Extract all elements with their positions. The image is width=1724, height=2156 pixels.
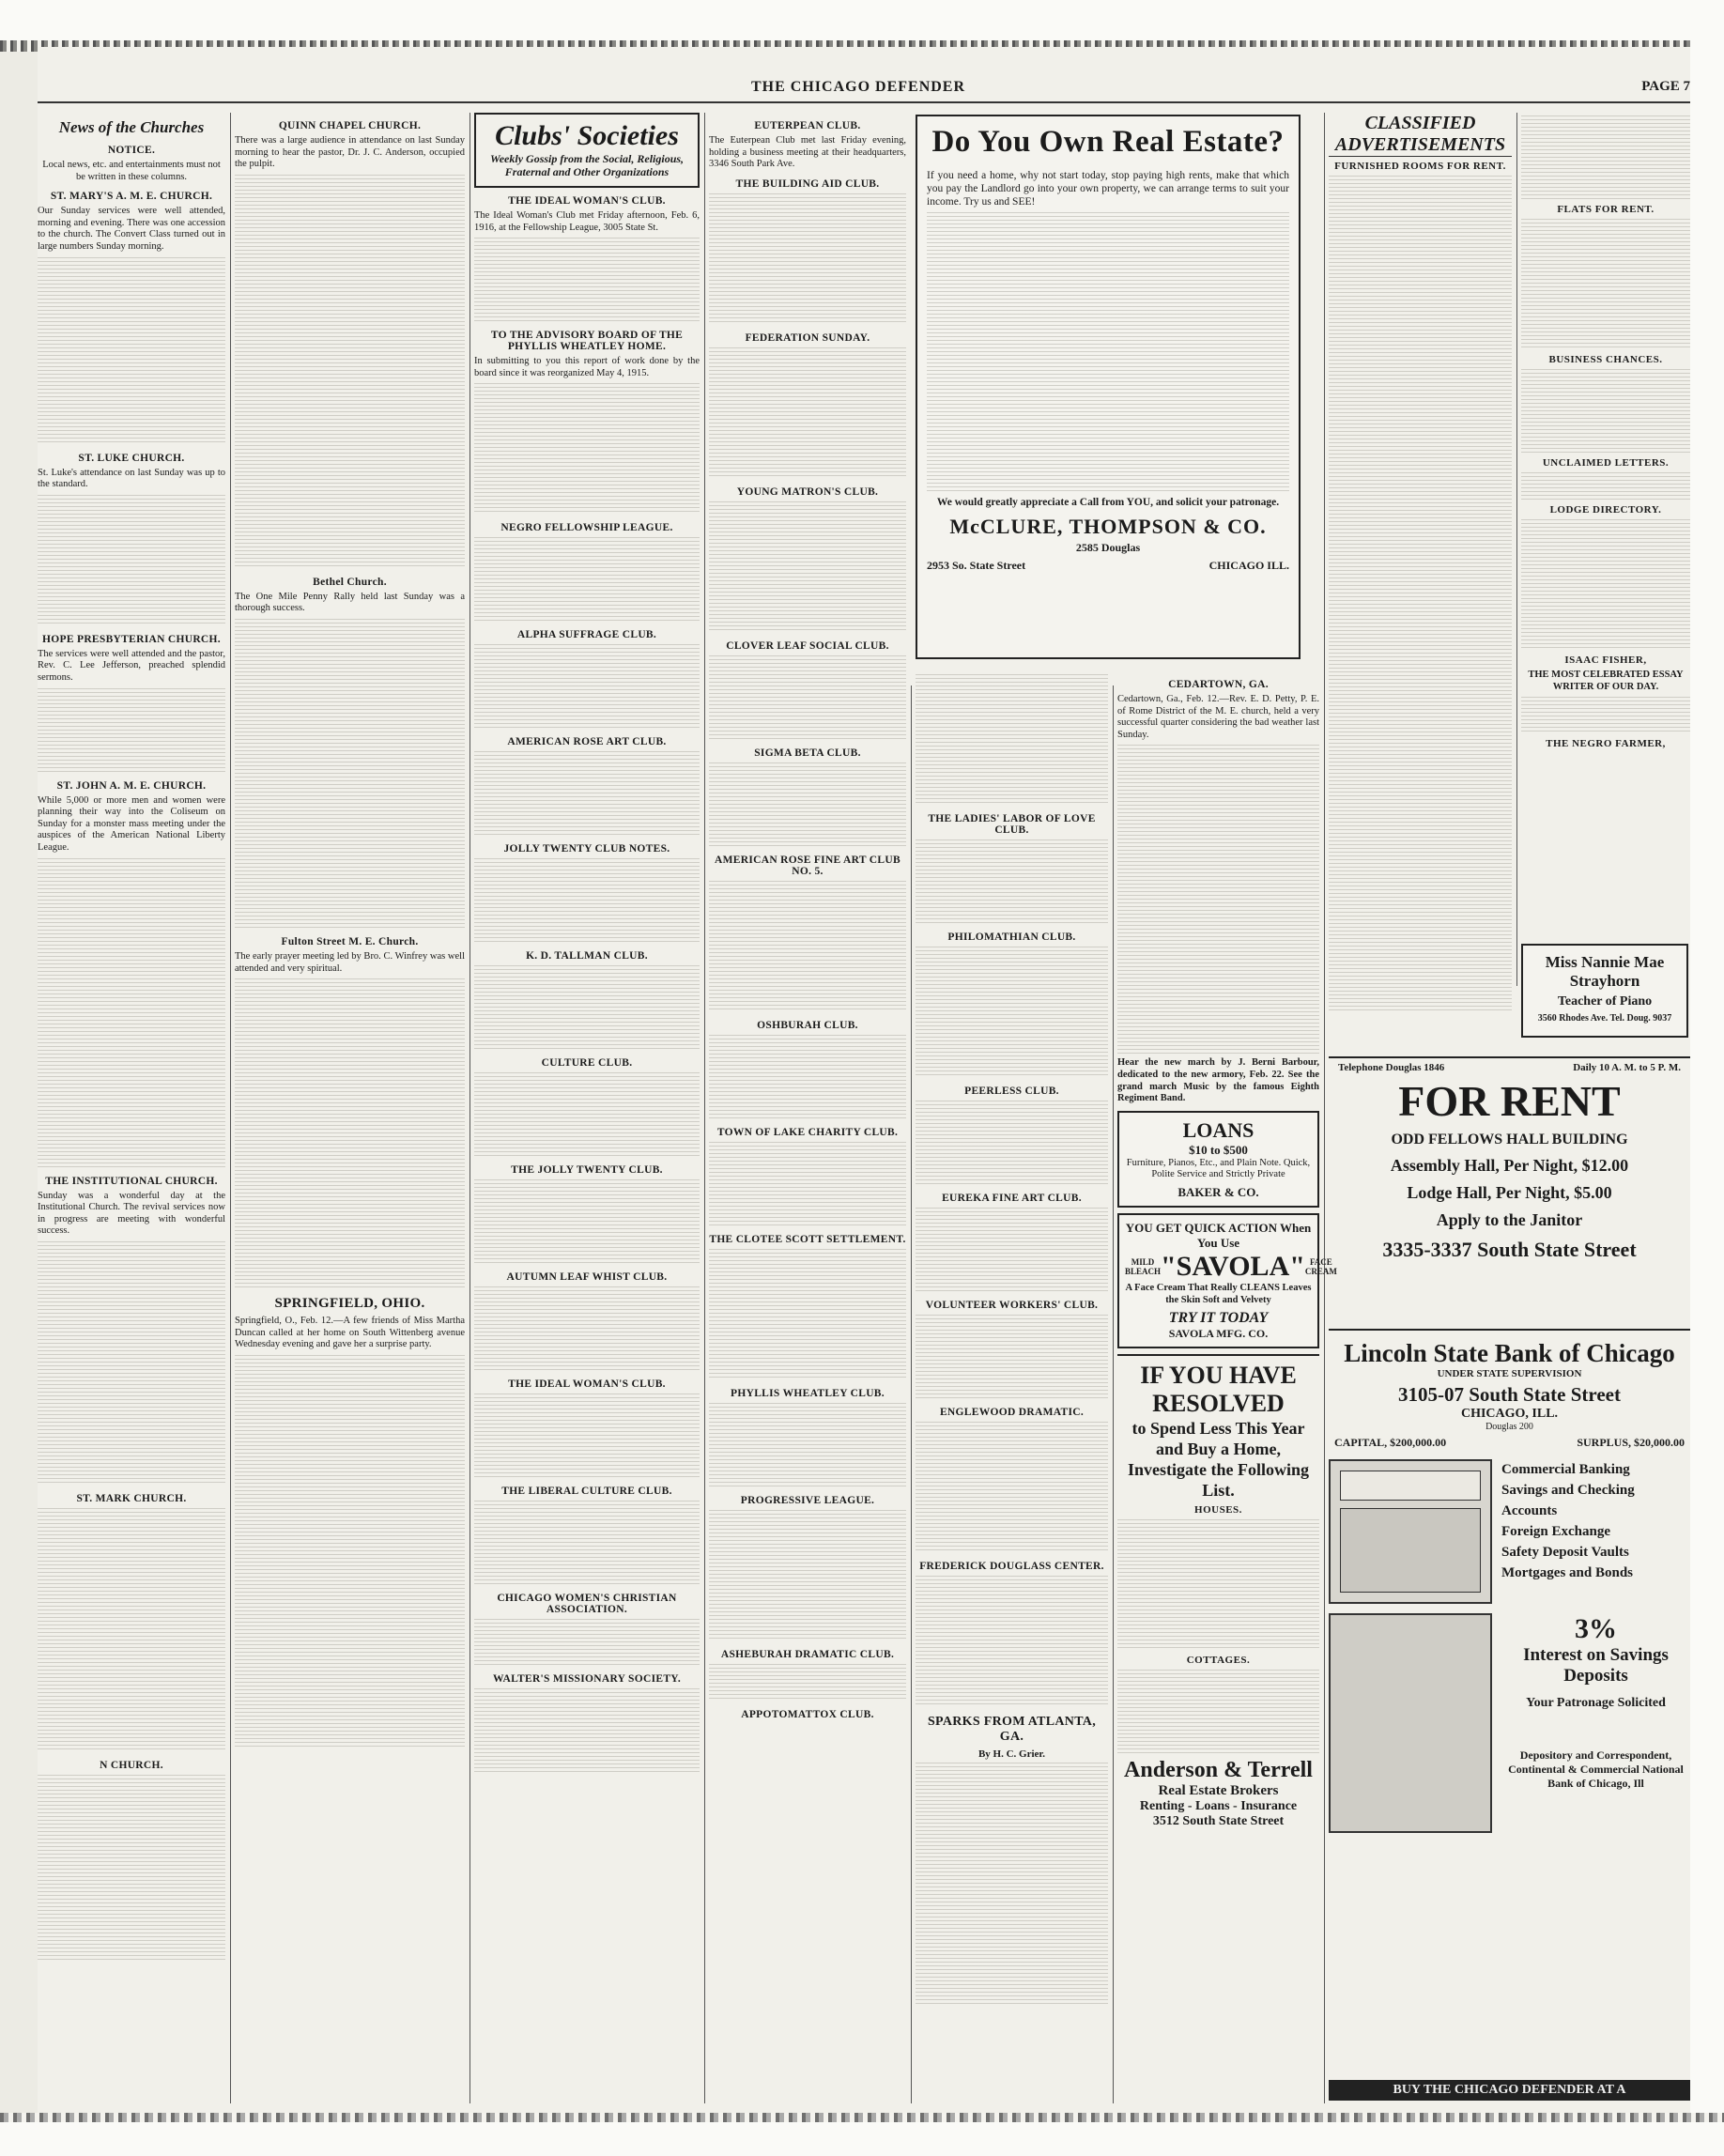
article-text-body bbox=[709, 501, 906, 633]
article-text: The Euterpean Club met last Friday evening, holding a business meeting at their headquarters, 3346 South Park Ave. bbox=[709, 135, 906, 170]
article-text-body bbox=[709, 762, 906, 847]
article-heading: OSHBURAH CLUB. bbox=[757, 1019, 858, 1031]
article-heading: ST. JOHN A. M. E. CHURCH. bbox=[56, 779, 207, 792]
article-text-body bbox=[709, 1142, 906, 1226]
for-rent-phone: Telephone Douglas 1846 bbox=[1338, 1062, 1445, 1073]
home-bank-icon bbox=[1329, 1613, 1492, 1833]
article-heading: ALPHA SUFFRAGE CLUB. bbox=[516, 629, 657, 641]
article-text-body bbox=[474, 537, 700, 622]
article-heading: Fulton Street M. E. Church. bbox=[281, 935, 419, 947]
article-heading: ST. MARK CHURCH. bbox=[76, 1492, 187, 1504]
column-rule bbox=[230, 113, 231, 2103]
bank-service: Mortgages and Bonds bbox=[1501, 1565, 1634, 1580]
bank-services bbox=[1501, 1459, 1690, 1583]
article-text-body bbox=[709, 1249, 906, 1380]
ad-closing: We would greatly appreciate a Call from YOU, and solicit your patronage. bbox=[936, 497, 1280, 508]
bank-rate: 3% bbox=[1575, 1613, 1617, 1644]
bank-interest bbox=[1501, 1613, 1690, 1833]
ad-address: 2953 So. State Street bbox=[927, 558, 1026, 572]
classified-subheading: THE NEGRO FARMER, bbox=[1546, 738, 1666, 750]
article-text-body bbox=[916, 947, 1108, 1078]
cottages-list bbox=[1117, 1670, 1319, 1754]
article-heading: PEERLESS CLUB. bbox=[964, 1086, 1059, 1097]
article-text: Our Sunday services were well attended, morning and evening. There was one accession to the church. The Convert Class turned out in large numbers Sunday morning. bbox=[38, 206, 225, 252]
article-heading: HOPE PRESBYTERIAN CHURCH. bbox=[42, 633, 221, 645]
classified-subheading: FURNISHED ROOMS FOR RENT. bbox=[1334, 161, 1506, 172]
article-heading: THE IDEAL WOMAN'S CLUB. bbox=[508, 195, 666, 207]
article-text-body bbox=[235, 1355, 465, 1749]
resolved-title: IF YOU HAVE RESOLVED bbox=[1140, 1362, 1297, 1418]
classified-listings bbox=[1521, 697, 1690, 734]
article-heading: N CHURCH. bbox=[100, 1759, 163, 1771]
clubs-societies-banner bbox=[474, 113, 700, 188]
article-text-body bbox=[709, 1403, 906, 1487]
article-text-body bbox=[916, 674, 1108, 806]
article-text: In submitting to you this report of work done by the board since it was reorganized May 4, 1915. bbox=[474, 356, 700, 378]
article-heading: TO THE ADVISORY BOARD OF THE PHYLLIS WHEATLEY HOME. bbox=[490, 330, 684, 353]
article-text: While 5,000 or more men and women were planning their way into the Coliseum on Sunday for a monster mass meeting under the auspices of the American National Liberty League. bbox=[38, 794, 225, 853]
article-text-body bbox=[916, 1315, 1108, 1399]
article-heading: ST. LUKE CHURCH. bbox=[78, 452, 185, 464]
article-text-body bbox=[474, 238, 700, 322]
article-text-body bbox=[916, 1101, 1108, 1185]
article-text-body bbox=[38, 1241, 225, 1486]
bank-service: Savings and Checking Accounts bbox=[1501, 1483, 1635, 1518]
article-text-body bbox=[235, 175, 465, 569]
article-heading: PROGRESSIVE LEAGUE. bbox=[740, 1494, 875, 1506]
article-text-body bbox=[474, 965, 700, 1050]
article-text-body bbox=[38, 257, 225, 445]
classified-subheading: ISAAC FISHER, bbox=[1564, 654, 1647, 666]
classified-subheading: UNCLAIMED LETTERS. bbox=[1542, 457, 1670, 469]
torn-top-edge bbox=[0, 0, 1724, 52]
article-text-body bbox=[709, 347, 906, 479]
savola-ad bbox=[1117, 1213, 1337, 1348]
column-rule bbox=[704, 113, 705, 2103]
article-text-body bbox=[38, 688, 225, 773]
march-notice: Hear the new march by J. Berni Barbour, dedicated to the new armory, Feb. 22. See the grand march Music by the famous Eighth Regiment Band. bbox=[1117, 1057, 1319, 1104]
classified-listings bbox=[1521, 369, 1690, 454]
article-text-body bbox=[474, 1501, 700, 1585]
savola-row bbox=[1125, 1250, 1337, 1283]
bank-surplus: SURPLUS, $20,000.00 bbox=[1577, 1436, 1685, 1449]
clubs-column bbox=[474, 113, 700, 2103]
article-text-body bbox=[474, 1072, 700, 1157]
resolved-ad bbox=[1117, 1354, 1319, 1829]
article-text-body bbox=[709, 881, 906, 1012]
for-rent-ad bbox=[1329, 1056, 1690, 1321]
bank-capital-row bbox=[1329, 1432, 1690, 1454]
article-text: St. Luke's attendance on last Sunday was up to the standard. bbox=[38, 467, 225, 490]
article-text-body bbox=[474, 751, 700, 836]
savola-body: A Face Cream That Really CLEANS Leaves the Skin Soft and Velvety bbox=[1125, 1282, 1312, 1305]
article-text: The Ideal Woman's Club met Friday afternoon, Feb. 6, 1916, at the Fellowship League, 3005 State St. bbox=[474, 210, 700, 233]
classified-subheading: LODGE DIRECTORY. bbox=[1549, 504, 1662, 516]
clubs-subtitle: Weekly Gossip from the Social, Religious, Fraternal and Other Organizations bbox=[489, 152, 685, 178]
article-heading: THE LIBERAL CULTURE CLUB. bbox=[501, 1486, 672, 1498]
article-heading: Bethel Church. bbox=[313, 576, 387, 588]
for-rent-lodge: Lodge Hall, Per Night, $5.00 bbox=[1407, 1183, 1612, 1202]
article-text: There was a large audience in attendance on last Sunday morning to hear the pastor, Dr. J. C. Anderson, occupied the pulpit. bbox=[235, 135, 465, 170]
savola-name: "SAVOLA" bbox=[1161, 1250, 1305, 1282]
loans-company: BAKER & CO. bbox=[1178, 1184, 1259, 1199]
article-text-body bbox=[38, 1508, 225, 1752]
column-rule bbox=[911, 685, 912, 2103]
column-rule bbox=[1113, 685, 1114, 2103]
masthead bbox=[38, 75, 1690, 103]
ad-body-text bbox=[927, 212, 1289, 494]
teacher-title: Teacher of Piano bbox=[1557, 994, 1653, 1009]
article-heading: TOWN OF LAKE CHARITY CLUB. bbox=[716, 1126, 899, 1138]
loans-range: $10 to $500 bbox=[1189, 1142, 1248, 1157]
article-text-body bbox=[916, 1763, 1108, 2007]
houses-list bbox=[1117, 1519, 1319, 1651]
clubs-title: Clubs' Societies bbox=[495, 120, 679, 151]
coin-bank-icon bbox=[1329, 1459, 1492, 1604]
teacher-address: 3560 Rhodes Ave. Tel. Doug. 9037 bbox=[1537, 1013, 1672, 1024]
article-heading: THE INSTITUTIONAL CHURCH. bbox=[45, 1175, 218, 1187]
for-rent-assembly: Assembly Hall, Per Night, $12.00 bbox=[1390, 1156, 1629, 1175]
ad-company: McCLURE, THOMPSON & CO. bbox=[949, 514, 1267, 538]
article-heading: ENGLEWOOD DRAMATIC. bbox=[939, 1407, 1085, 1418]
article-text: The services were well attended and the pastor, Rev. C. Lee Jefferson, preached splendid sermons. bbox=[38, 648, 225, 683]
savola-headline: YOU GET QUICK ACTION When You Use bbox=[1125, 1220, 1312, 1250]
for-rent-title: FOR RENT bbox=[1398, 1077, 1621, 1125]
classified-listings bbox=[1521, 472, 1690, 500]
real-estate-ad bbox=[916, 115, 1301, 659]
article-text-body bbox=[916, 839, 1108, 924]
article-text-body bbox=[474, 644, 700, 729]
piano-teacher-ad bbox=[1521, 944, 1688, 1038]
article-text: Springfield, O., Feb. 12.—A few friends of Miss Martha Duncan called at her home on South Wittenberg avenue Wednesday evening and gave her a surprise party. bbox=[235, 1316, 465, 1350]
bank-depository: Depository and Correspondent, Continental & Commercial National Bank of Chicago, Ill bbox=[1508, 1748, 1684, 1790]
article-text-body bbox=[709, 1035, 906, 1119]
article-text-body bbox=[916, 1422, 1108, 1553]
classified-subheading: BUSINESS CHANCES. bbox=[1548, 354, 1663, 365]
for-rent-hours: Daily 10 A. M. to 5 P. M. bbox=[1573, 1062, 1681, 1073]
article-heading: THE LADIES' LABOR OF LOVE CLUB. bbox=[928, 813, 1096, 836]
article-text-body bbox=[474, 1394, 700, 1478]
for-rent-apply: Apply to the Janitor bbox=[1436, 1210, 1583, 1229]
article-text-body bbox=[709, 193, 906, 325]
article-heading: VOLUNTEER WORKERS' CLUB. bbox=[925, 1300, 1099, 1311]
ad-phone: 2585 Douglas bbox=[1075, 540, 1141, 554]
anderson-address: 3512 South State Street bbox=[1152, 1814, 1285, 1829]
classified-text: THE MOST CELEBRATED ESSAY WRITER OF OUR DAY. bbox=[1528, 670, 1684, 692]
savola-company: SAVOLA MFG. CO. bbox=[1168, 1327, 1269, 1341]
page-number: PAGE 7 bbox=[1641, 79, 1690, 94]
article-heading: CEDARTOWN, GA. bbox=[1168, 679, 1269, 690]
article-heading: THE JOLLY TWENTY CLUB. bbox=[511, 1164, 663, 1177]
article-text-body bbox=[709, 1510, 906, 1641]
article-heading: ASHEBURAH DRAMATIC CLUB. bbox=[720, 1648, 895, 1660]
savola-try: TRY IT TODAY bbox=[1168, 1310, 1269, 1327]
article-text-body bbox=[709, 655, 906, 740]
savola-left: MILD BLEACH bbox=[1125, 1256, 1162, 1276]
article-text-body bbox=[916, 1576, 1108, 1707]
article-text-body bbox=[38, 1775, 225, 1963]
article-text-body bbox=[474, 1179, 700, 1264]
bank-service: Commercial Banking bbox=[1501, 1462, 1630, 1477]
article-text: The One Mile Penny Rally held last Sunday was a thorough success. bbox=[235, 591, 465, 614]
article-heading: THE IDEAL WOMAN'S CLUB. bbox=[508, 1378, 666, 1391]
notice-text: Local news, etc. and entertainments must not be written in these columns. bbox=[42, 160, 221, 182]
article-heading: SPRINGFIELD, OHIO. bbox=[274, 1296, 425, 1312]
article-heading: EUTERPEAN CLUB. bbox=[754, 120, 861, 131]
article-text: Cedartown, Ga., Feb. 12.—Rev. E. D. Petty, P. E. of Rome District of the M. E. church, held a very successful quarter considering the bad weather last Sunday. bbox=[1117, 694, 1319, 740]
article-heading: FEDERATION SUNDAY. bbox=[745, 331, 870, 344]
article-heading: K. D. TALLMAN CLUB. bbox=[526, 950, 648, 962]
houses-heading: HOUSES. bbox=[1194, 1504, 1242, 1517]
for-rent-info-row bbox=[1329, 1058, 1690, 1077]
loans-title: LOANS bbox=[1182, 1117, 1255, 1142]
bank-capital: CAPITAL, $200,000.00 bbox=[1334, 1436, 1447, 1449]
footer-banner: BUY THE CHICAGO DEFENDER AT A bbox=[1329, 2080, 1690, 2101]
notice-heading: NOTICE. bbox=[107, 145, 156, 156]
article-text-body bbox=[38, 858, 225, 1168]
classified-column-2 bbox=[1521, 113, 1690, 939]
article-text-body bbox=[235, 619, 465, 929]
article-heading: YOUNG MATRON'S CLUB. bbox=[736, 485, 879, 498]
article-text-body bbox=[474, 1286, 700, 1371]
loans-ad bbox=[1117, 1111, 1319, 1208]
article-text-body bbox=[474, 1688, 700, 1773]
article-heading: APPOTOMATTOX CLUB. bbox=[741, 1708, 874, 1720]
classified-subheading: FLATS FOR RENT. bbox=[1557, 204, 1655, 215]
article-heading: PHILOMATHIAN CLUB. bbox=[947, 932, 1076, 943]
bank-ad bbox=[1329, 1329, 1690, 2105]
article-heading: WALTER'S MISSIONARY SOCIETY. bbox=[492, 1673, 682, 1686]
newspaper-title: THE CHICAGO DEFENDER bbox=[751, 79, 966, 95]
loans-body: Furniture, Pianos, Etc., and Plain Note. Quick, Polite Service and Strictly Private bbox=[1126, 1157, 1311, 1180]
column-rule bbox=[1324, 113, 1325, 2103]
column-rule bbox=[469, 113, 470, 2103]
ad-body: If you need a home, why not start today, stop paying high rents, make that which you pay the Landlord go into your own property, we can arrange terms to suit your income. Try us and SEE! bbox=[927, 170, 1289, 208]
article-heading: AMERICAN ROSE FINE ART CLUB NO. 5. bbox=[715, 854, 900, 877]
article-text-body bbox=[916, 1208, 1108, 1292]
clubs-column-3 bbox=[916, 671, 1108, 2103]
article-text-body bbox=[235, 978, 465, 1288]
classified-listings bbox=[1521, 219, 1690, 350]
article-heading: THE CLOTEE SCOTT SETTLEMENT. bbox=[709, 1233, 906, 1245]
bank-body bbox=[1329, 1459, 1690, 1604]
cottages-heading: COTTAGES. bbox=[1186, 1655, 1251, 1667]
bank-service: Safety Deposit Vaults bbox=[1501, 1545, 1629, 1560]
article-text-body bbox=[1117, 745, 1319, 1055]
article-heading: AUTUMN LEAF WHIST CLUB. bbox=[506, 1271, 668, 1284]
resolved-body: to Spend Less This Year and Buy a Home, Investigate the Following List. bbox=[1128, 1419, 1309, 1501]
teacher-name: Miss Nannie Mae Strayhorn bbox=[1545, 953, 1665, 990]
article-text-body bbox=[474, 858, 700, 943]
classified-listings bbox=[1329, 176, 1512, 1011]
bank-patronage: Your Patronage Solicited bbox=[1526, 1696, 1666, 1710]
article-text-body bbox=[709, 1664, 906, 1702]
bank-name: Lincoln State Bank of Chicago bbox=[1344, 1339, 1675, 1367]
article-heading: JOLLY TWENTY CLUB NOTES. bbox=[503, 843, 670, 855]
bank-service: Foreign Exchange bbox=[1501, 1524, 1610, 1539]
bank-phone: Douglas 200 bbox=[1485, 1422, 1533, 1432]
for-rent-address: 3335-3337 South State Street bbox=[1382, 1238, 1637, 1261]
news-and-ads-column bbox=[1117, 671, 1337, 2103]
bank-interest-text: Interest on Savings Deposits bbox=[1523, 1645, 1669, 1686]
section-title: News of the Churches bbox=[58, 118, 205, 136]
classified-listings bbox=[1521, 519, 1690, 651]
torn-bottom-edge bbox=[0, 2113, 1724, 2156]
byline: By H. C. Grier. bbox=[977, 1748, 1046, 1760]
ad-address-row bbox=[927, 559, 1289, 573]
clubs-column-2 bbox=[709, 113, 906, 2103]
article-heading: EUREKA FINE ART CLUB. bbox=[942, 1193, 1082, 1204]
savola-right: FACE CREAM bbox=[1304, 1256, 1337, 1276]
church-news-column-2 bbox=[235, 113, 465, 2103]
article-heading: SPARKS FROM ATLANTA, GA. bbox=[927, 1715, 1097, 1744]
article-heading: ST. MARY'S A. M. E. CHURCH. bbox=[50, 191, 213, 203]
column-rule bbox=[1516, 113, 1517, 986]
anderson-name: Anderson & Terrell bbox=[1124, 1758, 1313, 1783]
ad-headline: Do You Own Real Estate? bbox=[931, 125, 1285, 159]
article-heading: AMERICAN ROSE ART CLUB. bbox=[507, 736, 667, 748]
classified-listings bbox=[1521, 116, 1690, 200]
bank-city: CHICAGO, ILL. bbox=[1460, 1407, 1559, 1421]
church-news-column bbox=[38, 113, 225, 2103]
article-heading: CHICAGO WOMEN'S CHRISTIAN ASSOCIATION. bbox=[497, 1593, 677, 1616]
article-heading: NEGRO FELLOWSHIP LEAGUE. bbox=[500, 522, 673, 534]
article-heading: CLOVER LEAF SOCIAL CLUB. bbox=[726, 639, 889, 652]
article-heading: FREDERICK DOUGLASS CENTER. bbox=[919, 1561, 1104, 1572]
ad-city: CHICAGO ILL. bbox=[1208, 558, 1289, 572]
newspaper-page bbox=[38, 47, 1690, 2113]
classified-title: CLASSIFIED ADVERTISEMENTS bbox=[1329, 113, 1512, 157]
article-heading: QUINN CHAPEL CHURCH. bbox=[278, 120, 422, 131]
article-heading: SIGMA BETA CLUB. bbox=[754, 747, 861, 759]
bank-address: 3105-07 South State Street bbox=[1397, 1383, 1621, 1406]
article-heading: PHYLLIS WHEATLEY CLUB. bbox=[731, 1387, 885, 1399]
article-text: The early prayer meeting led by Bro. C. Winfrey was well attended and very spiritual. bbox=[235, 950, 465, 974]
article-text-body bbox=[474, 383, 700, 515]
for-rent-building: ODD FELLOWS HALL BUILDING bbox=[1391, 1132, 1628, 1147]
torn-right-edge bbox=[1690, 0, 1724, 2156]
article-heading: THE BUILDING AID CLUB. bbox=[735, 177, 880, 190]
anderson-services: Renting - Loans - Insurance bbox=[1139, 1799, 1298, 1814]
article-text: Sunday was a wonderful day at the Institutional Church. The revival services now in progress are meeting with wonderful success. bbox=[38, 1190, 225, 1237]
bank-interest-row bbox=[1329, 1613, 1690, 1833]
article-heading: CULTURE CLUB. bbox=[541, 1057, 633, 1070]
anderson-sub: Real Estate Brokers bbox=[1158, 1783, 1279, 1799]
bank-supervision: UNDER STATE SUPERVISION bbox=[1437, 1368, 1582, 1379]
article-text-body bbox=[38, 495, 225, 626]
article-text-body bbox=[474, 1619, 700, 1666]
